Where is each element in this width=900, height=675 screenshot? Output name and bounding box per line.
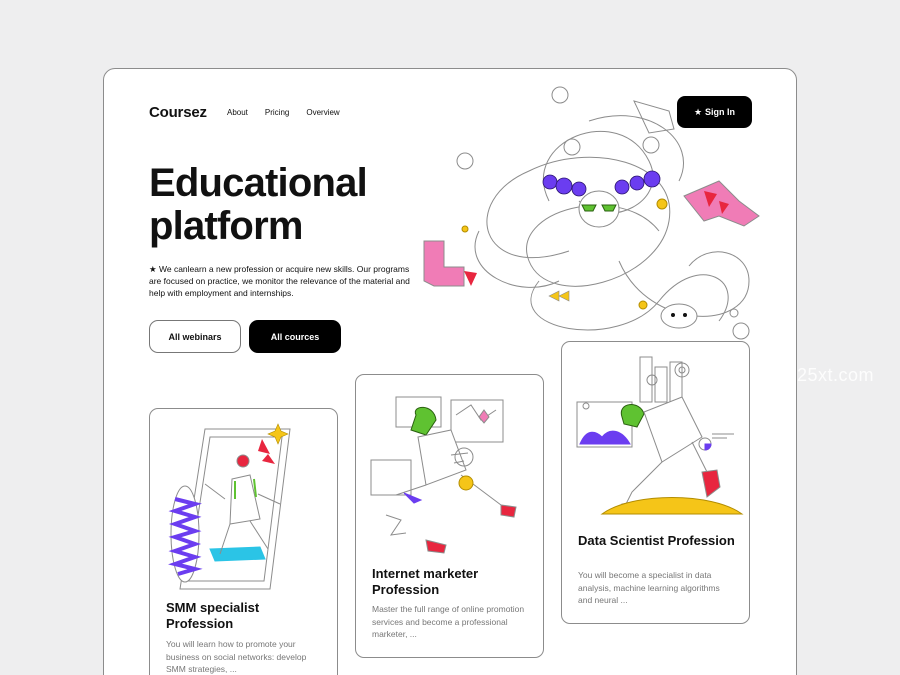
all-courses-button[interactable]: All cources xyxy=(249,320,341,353)
nav-overview[interactable]: Overview xyxy=(306,108,340,117)
watermark: 25xt.com xyxy=(797,365,875,385)
course-card-internet-marketer[interactable] xyxy=(355,374,544,658)
nav-pricing[interactable]: Pricing xyxy=(264,108,290,117)
nav-about[interactable]: About xyxy=(227,108,248,117)
hero-description: ★ We canlearn a new profession or acquire new skills. Our programs are focused on practice, we monitor the relevance of the material and help with employment and internships. xyxy=(149,264,410,298)
star-icon: ★ xyxy=(693,106,703,117)
card-title: Data Scientist Profession xyxy=(578,533,735,548)
hero-title-line-1: Educational xyxy=(149,161,367,205)
logo[interactable]: Coursez xyxy=(149,104,207,121)
card-description: Master the full range of online promotion services and become a professional marketer, ... xyxy=(372,604,525,639)
landing-page-frame xyxy=(103,68,797,675)
marketer-illustration xyxy=(356,375,544,560)
card-description: You will become a specialist in data analysis, machine learning algorithms and neural ... xyxy=(578,570,720,605)
top-nav xyxy=(227,108,340,117)
smm-illustration xyxy=(150,409,338,599)
hero-title xyxy=(149,162,449,248)
card-description: You will learn how to promote your business on social networks: develop SMM strategies, ... xyxy=(166,639,307,674)
course-card-data-scientist[interactable] xyxy=(561,341,750,624)
card-title: SMM specialist Profession xyxy=(166,600,260,631)
data-scientist-illustration xyxy=(562,342,750,522)
hero-title-line-2: platform xyxy=(149,204,303,248)
hero-illustration xyxy=(419,81,789,351)
all-webinars-button[interactable]: All webinars xyxy=(149,320,241,353)
sign-in-label: Sign In xyxy=(705,107,736,117)
course-card-smm[interactable] xyxy=(149,408,338,675)
card-title: Internet marketer Profession xyxy=(372,566,479,597)
